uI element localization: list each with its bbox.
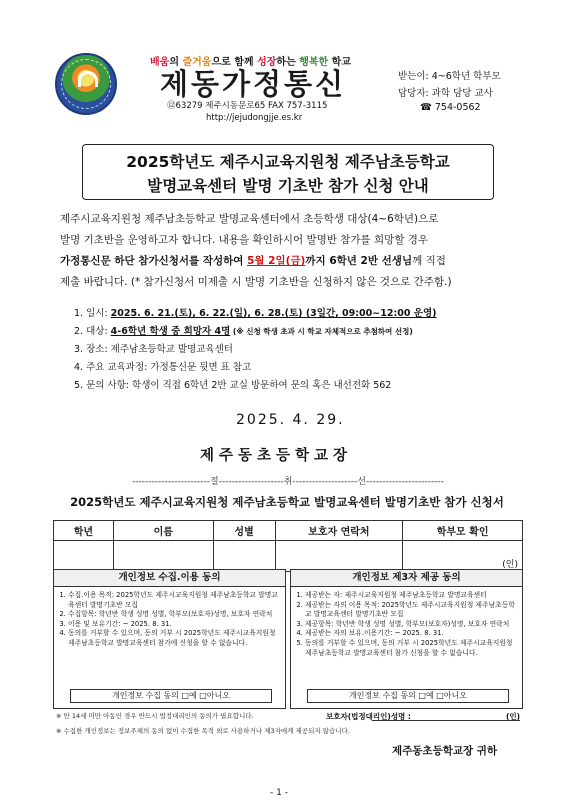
guardian-signature-label: 보호자(법정대리인)성명 : [326, 712, 411, 721]
newsletter-title: 제동가정통신 [160, 67, 347, 101]
announcement-title-line1: 2025학년도 제주시교육지원청 제주남초등학교 [126, 153, 450, 171]
slogan-segment: 학교 [328, 57, 352, 68]
consent-collection-item: 1. 수집.이용 목적: 2025학년도 제주시교육지원청 제주남초등학교 발명교육센터 발명기초반 모집 [68, 591, 281, 610]
consent-third-party-title: 개인정보 제3자 제공 동의 [291, 570, 522, 587]
header-name: 이름 [113, 521, 213, 541]
item-schedule [74, 305, 436, 319]
item-target [74, 323, 413, 337]
body-line-4: 제출 바랍니다. (* 참가신청서 미제출 시 발명 기초반을 신청하지 않은 것으로 간주함.) [60, 276, 452, 288]
item-curriculum: 4. 주요 교육과정: 가정통신문 뒷면 표 참고 [74, 362, 252, 373]
application-table [53, 520, 523, 572]
deadline-date: 5월 2일(금) [247, 255, 306, 267]
body-line-1: 제주시교육지원청 제주남초등학교 발명교육센터에서 초등학생 대상(4~6학년)으로 [60, 213, 439, 225]
consent-third-party-item: 5. 동의를 거부할 수 있으며, 동의 거부 시 2025학년도 제주시교육지원청 제주남초등학교 발명교육센터 참가 신청을 할 수 없습니다. [305, 639, 518, 658]
guardian-phone-field[interactable] [275, 541, 403, 572]
note-usage: ※ 수집한 개인정보는 정보주체의 동의 없이 수집한 목적 외로 사용하거나 제3자에게 제공되지 않습니다. [56, 727, 350, 735]
guardian-signature-line[interactable] [372, 720, 520, 721]
consent-collection-box [53, 569, 286, 709]
item-inquiry: 5. 문의 사항: 학생이 직접 6학년 2반 교실 방문하여 문의 혹은 내선전화 562 [74, 380, 392, 391]
header-gender: 성별 [213, 521, 275, 541]
school-url[interactable]: http://jejudongjje.es.kr [206, 113, 303, 123]
slogan-segment: 하는 [276, 57, 300, 68]
consent-collection-item: 4. 동의를 거부할 수 있으며, 동의 거부 시 2025학년도 제주시교육지원청 제주남초등학교 발명교육센터 참가에 신청을 할 수 없습니다. [68, 629, 281, 648]
consent-third-party-item: 1. 제공받는 자: 제주시교육지원청 제주남초등학교 발명교육센터 [305, 591, 518, 601]
consent-third-party-agree[interactable]: 개인정보 수집 동의 □예 □아니오 [307, 689, 509, 703]
school-address: ⑫63279 제주시동문로65 FAX 757-3115 [167, 101, 328, 111]
name-field[interactable] [113, 541, 213, 572]
announcement-title-line2: 발명교육센터 발명 기초반 참가 신청 안내 [147, 177, 429, 195]
consent-collection-item: 2. 수집항목: 학년반 학생 성명 성별, 학부모(보호자)성명, 보호자 연락처 [68, 610, 281, 620]
school-logo [55, 53, 117, 115]
logo-emblem-icon [78, 71, 98, 87]
header-parent-confirm: 학부모 확인 [403, 521, 523, 541]
principal-name: 제주동초등학교장 [200, 448, 353, 464]
body-highlight-form: 가정통신문 하단 참가신청서를 작성하여 [60, 255, 248, 267]
consent-third-party-item: 2. 제공받는 자의 이용 목적: 2025학년도 제주시교육지원청 제주남초등학교 발명교육센터 발명기초반 모집 [305, 601, 518, 620]
slogan-segment: 성장 [257, 57, 277, 68]
header-grade: 학년 [54, 521, 114, 541]
consent-third-party-item: 4. 제공받는 자의 보유.이용기간: ~ 2025. 8. 31. [305, 629, 518, 639]
page-number: - 1 - [270, 788, 288, 798]
item-place: 3. 장소: 제주남초등학교 발명교육센터 [74, 344, 233, 355]
submit-teacher: 6학년 2반 선생님 [329, 255, 413, 267]
grade-field[interactable] [54, 541, 114, 572]
recipient-info: 받는이: 4~6학년 학부모 [398, 71, 501, 82]
contact-phone: ☎ 754-0562 [420, 102, 481, 113]
slogan-segment: 즐거움 [182, 57, 212, 68]
cut-line: ------------------------절--------------------취--------------------선------------------------ [132, 477, 444, 487]
consent-collection-title: 개인정보 수집.이용 동의 [54, 570, 285, 587]
body-until: 까지 [305, 255, 330, 267]
consent-collection-agree[interactable]: 개인정보 수집 동의 □예 □아니오 [70, 689, 272, 703]
application-header-row [54, 521, 523, 541]
header-guardian-phone: 보호자 연락처 [275, 521, 403, 541]
body-directly: 께 직접 [412, 255, 446, 267]
parent-seal-field[interactable] [403, 541, 523, 572]
item-target-value: 4-6학년 학생 중 희망자 4명 [110, 326, 231, 337]
seal-mark: (인) [502, 560, 518, 570]
slogan-segment: 으로 함께 [211, 57, 258, 68]
notice-date: 2025. 4. 29. [236, 412, 345, 428]
guardian-seal: (인) [506, 712, 521, 721]
item-schedule-label: 1. 일시: [74, 308, 111, 319]
body-line-2: 발명 기초반을 운영하고자 합니다. 내용을 확인하시어 발명반 참가를 희망할 경우 [60, 234, 429, 246]
slogan-segment: 배움 [150, 57, 170, 68]
item-schedule-value: 2025. 6. 21.(토), 6. 22.(일), 6. 28.(토) (3일간, 09:00~12:00 운영) [110, 308, 437, 319]
application-input-row [54, 541, 523, 572]
contact-person: 담당자: 과학 담당 교사 [398, 88, 493, 99]
item-target-label: 2. 대상: [74, 326, 111, 337]
slogan-segment: 의 [169, 57, 183, 68]
note-under-14: ※ 만 14세 미만 아동인 경우 반드시 법정대리인의 동의가 필요합니다. [56, 712, 254, 720]
sign-off: 제주동초등학교장 귀하 [392, 745, 498, 757]
application-form-title: 2025학년도 제주시교육지원청 제주남초등학교 발명교육센터 발명기초반 참가 신청서 [70, 495, 504, 509]
body-line-3 [60, 251, 515, 272]
consent-third-party-list [291, 591, 522, 658]
slogan-segment: 행복한 [299, 57, 329, 68]
consent-collection-item: 3. 이용 및 보유기간: ~ 2025. 8. 31. [68, 620, 281, 630]
item-target-note: (※ 신청 학생 초과 시 학교 자체적으로 추첨하여 선정) [230, 327, 413, 336]
gender-field[interactable] [213, 541, 275, 572]
consent-third-party-item: 3. 제공항목: 학년반 학생 성명 성별, 학부모(보호자)성명, 보호자 연락처 [305, 620, 518, 630]
consent-third-party-box [290, 569, 523, 709]
consent-collection-list [54, 591, 285, 649]
